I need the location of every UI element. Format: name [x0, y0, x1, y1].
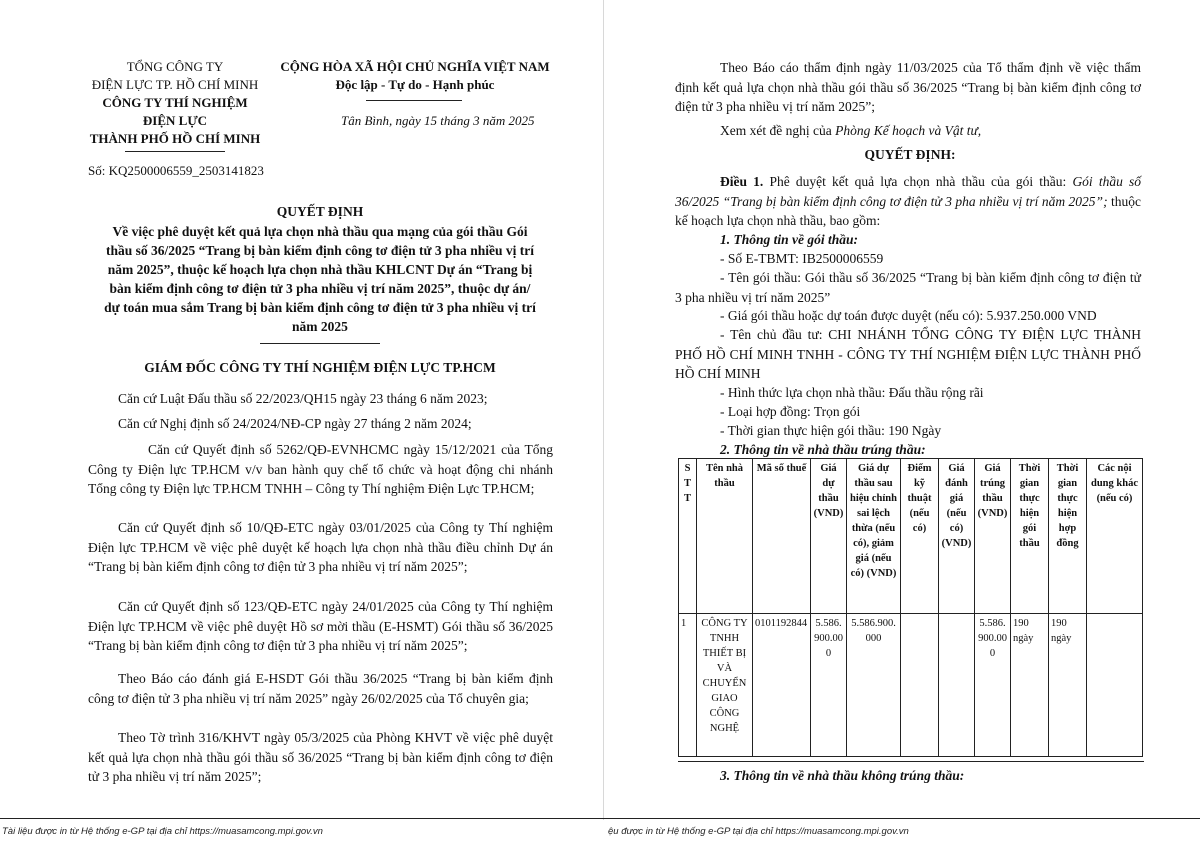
article-1-text: Phê duyệt kết quả lựa chọn nhà thầu của gói thầu:: [763, 174, 1073, 189]
col-other: Các nội dung khác (nếu có): [1087, 459, 1143, 614]
table-bottom-rule: [678, 761, 1144, 762]
subject-line: dự toán mua sắm Trang bị bàn kiểm định công tơ điện tử 3 pha nhiều vị trí: [104, 300, 536, 315]
header-left-rule: [125, 151, 225, 152]
basis-decree: Căn cứ Nghị định số 24/2024/NĐ-CP ngày 27 tháng 2 năm 2024;: [118, 416, 472, 431]
company-line-1: CÔNG TY THÍ NGHIỆM: [102, 95, 248, 110]
org-line-2: ĐIỆN LỰC TP. HỒ CHÍ MINH: [91, 77, 259, 92]
cell-bid-price: 5.586.900.000: [811, 614, 847, 757]
col-stt: S T T: [679, 459, 697, 614]
section-2-heading: 2. Thông tin về nhà thầu trúng thầu:: [720, 442, 926, 457]
subject-line: bàn kiểm định công tơ điện tử 3 pha nhiều vị trí năm 2025”, thuộc dự án/: [109, 281, 531, 296]
subject-line: thầu số 36/2025 “Trang bị bàn kiểm định công tơ điện tử 3 pha nhiều vị trí: [106, 243, 534, 258]
right-footer: ệu được in từ Hệ thống e-GP tại địa chỉ https://muasamcong.mpi.gov.vn: [608, 826, 909, 837]
org-line-1: TỔNG CÔNG TY: [126, 59, 224, 74]
company-line-3: THÀNH PHỐ HỒ CHÍ MINH: [89, 131, 261, 146]
proposal-prefix: Xem xét đề nghị của: [720, 123, 836, 138]
contract-type: - Loại hợp đồng: Trọn gói: [720, 404, 861, 419]
section-1-heading: 1. Thông tin về gói thầu:: [720, 232, 859, 247]
decision-heading: QUYẾT ĐỊNH:: [864, 147, 956, 162]
article-1-tail: thuộc kế hoạch lựa chọn nhà thầu, bao gồm:: [675, 193, 1141, 228]
article-1-label: Điều 1.: [720, 174, 764, 189]
doc-number: Số: KQ2500006559_2503141823: [88, 163, 264, 178]
director-heading: GIÁM ĐỐC CÔNG TY THÍ NGHIỆM ĐIỆN LỰC TP.HCM: [144, 360, 496, 375]
col-bid-price: Giá dự thầu (VND): [811, 459, 847, 614]
package-price: - Giá gói thầu hoặc dự toán được duyệt (nếu có): 5.937.250.000 VND: [720, 308, 1097, 323]
title-rule: [260, 343, 380, 344]
basis-ehsdt-report: Theo Báo cáo đánh giá E-HSDT Gói thầu 36/2025 “Trang bị bàn kiểm định công tơ điện tử 3 pha nhiều vị trí năm 2025” ngày 26/02/2025 của Tổ chuyên gia;: [88, 671, 553, 706]
motto: Độc lập - Tự do - Hạnh phúc: [335, 77, 495, 92]
etbmt-number: - Số E-TBMT: IB2500006559: [720, 251, 884, 266]
page-gutter: [603, 0, 604, 820]
col-winning-price: Giá trúng thầu (VND): [975, 459, 1011, 614]
winning-bidder-table: [678, 458, 1143, 757]
basis-decision-123: Căn cứ Quyết định số 123/QĐ-ETC ngày 24/01/2025 của Công ty Thí nghiệm Điện lực TP.HCM về việc phê duyệt Hồ sơ mời thầu (E-HSMT) Gói thầu số 36/2025 “Trang bị bàn kiểm định công tơ điện tử 3 pha nhiều vị trí năm 2025”;: [88, 599, 553, 653]
subject-line: Về việc phê duyệt kết quả lựa chọn nhà thầu qua mạng của gói thầu Gói: [112, 224, 528, 239]
package-duration: - Thời gian thực hiện gói thầu: 190 Ngày: [720, 423, 942, 438]
left-footer: Tài liệu được in từ Hệ thống e-GP tại địa chỉ https://muasamcong.mpi.gov.vn: [2, 826, 323, 837]
article-1: [675, 172, 1141, 231]
place-date: Tân Bình, ngày 15 tháng 3 năm 2025: [341, 113, 535, 128]
package-name: - Tên gói thầu: Gói thầu số 36/2025 “Trang bị bàn kiểm định công tơ điện tử 3 pha nhiều vị trí năm 2025”: [675, 270, 1141, 305]
proposal-department: Phòng Kế hoạch và Vật tư,: [835, 123, 982, 138]
selection-method: - Hình thức lựa chọn nhà thầu: Đấu thầu rộng rãi: [720, 385, 984, 400]
cell-evaluated-price: [939, 614, 975, 757]
subject-line: năm 2025: [292, 319, 348, 334]
table-header-row: [679, 459, 1143, 614]
col-tax-code: Mã số thuế: [753, 459, 811, 614]
appraisal-report: Theo Báo cáo thẩm định ngày 11/03/2025 của Tổ thẩm định về việc thẩm định kết quả lựa chọn nhà thầu gói thầu số 36/2025 “Trang bị bàn kiểm định công tơ điện tử 3 pha nhiều vị trí năm 2025”;: [675, 60, 1141, 114]
motto-rule: [366, 100, 462, 101]
cell-technical-score: [901, 614, 939, 757]
header-left-block: [75, 58, 275, 148]
col-contract-duration: Thời gian thực hiện hợp đồng: [1049, 459, 1087, 614]
cell-bidder-name: CÔNG TY TNHH THIẾT BỊ VÀ CHUYỂN GIAO CÔNG NGHỆ: [697, 614, 753, 757]
cell-tax-code: 0101192844: [753, 614, 811, 757]
cell-contract-duration: 190 ngày: [1049, 614, 1087, 757]
basis-decision-5262: Căn cứ Quyết định số 5262/QĐ-EVNHCMC ngày 15/12/2021 của Tổng Công ty Điện lực TP.HCM v/v ban hành quy chế tổ chức và hoạt động chi nhánh Tổng công ty Điện lực TP.HCM TNHH – Công ty Thí nghiệm Điện Lực TP.HCM;: [88, 442, 553, 496]
basis-submission: Theo Tờ trình 316/KHVT ngày 05/3/2025 của Phòng KHVT về việc phê duyệt kết quả lựa chọn nhà thầu gói thầu số 36/2025 “Trang bị bàn kiểm định công tơ điện tử 3 pha nhiều vị trí năm 2025”;: [88, 730, 553, 784]
cell-package-duration: 190 ngày: [1011, 614, 1049, 757]
table-row: [679, 614, 1143, 757]
decision-subject: [80, 222, 560, 336]
basis-decision-10: Căn cứ Quyết định số 10/QĐ-ETC ngày 03/01/2025 của Công ty Thí nghiệm Điện lực TP.HCM về việc phê duyệt kế hoạch lựa chọn nhà thầu điều chỉnh Dự án “Trang bị bàn kiểm định công tơ điện tử 3 pha nhiều vị trí năm 2025”;: [88, 520, 553, 574]
left-footer-rule: [0, 818, 605, 819]
col-evaluated-price: Giá đánh giá (nếu có) (VND): [939, 459, 975, 614]
cell-adjusted-price: 5.586.900.000: [847, 614, 901, 757]
basis-law: Căn cứ Luật Đấu thầu số 22/2023/QH15 ngày 23 tháng 6 năm 2023;: [118, 391, 488, 406]
nation-title: CỘNG HÒA XÃ HỘI CHỦ NGHĨA VIỆT NAM: [280, 59, 550, 74]
article-1-package: Gói thầu số 36/2025 “Trang bị bàn kiểm định công tơ điện tử 3 pha nhiều vị trí năm 2025”;: [675, 174, 1142, 209]
investor-name: - Tên chủ đầu tư: CHI NHÁNH TỔNG CÔNG TY ĐIỆN LỰC THÀNH PHỐ HỒ CHÍ MINH TNHH - CÔNG TY THÍ NGHIỆM ĐIỆN LỰC THÀNH PHỐ HỒ CHÍ MINH: [675, 327, 1141, 381]
col-bidder-name: Tên nhà thầu: [697, 459, 753, 614]
right-footer-rule: [605, 818, 1200, 819]
cell-other: [1087, 614, 1143, 757]
decision-title: QUYẾT ĐỊNH: [276, 204, 364, 219]
section-3-heading: 3. Thông tin về nhà thầu không trúng thầu:: [720, 768, 965, 783]
proposal-line: [720, 121, 1140, 141]
cell-winning-price: 5.586.900.000: [975, 614, 1011, 757]
col-technical-score: Điểm kỹ thuật (nếu có): [901, 459, 939, 614]
col-adjusted-price: Giá dự thầu sau hiệu chỉnh sai lệch thừa (nếu có), giảm giá (nếu có) (VND): [847, 459, 901, 614]
col-package-duration: Thời gian thực hiện gói thầu: [1011, 459, 1049, 614]
cell-stt: 1: [679, 614, 697, 757]
subject-line: năm 2025”, thuộc kế hoạch lựa chọn nhà thầu KHLCNT Dự án “Trang bị: [107, 262, 533, 277]
company-line-2: ĐIỆN LỰC: [142, 113, 208, 128]
